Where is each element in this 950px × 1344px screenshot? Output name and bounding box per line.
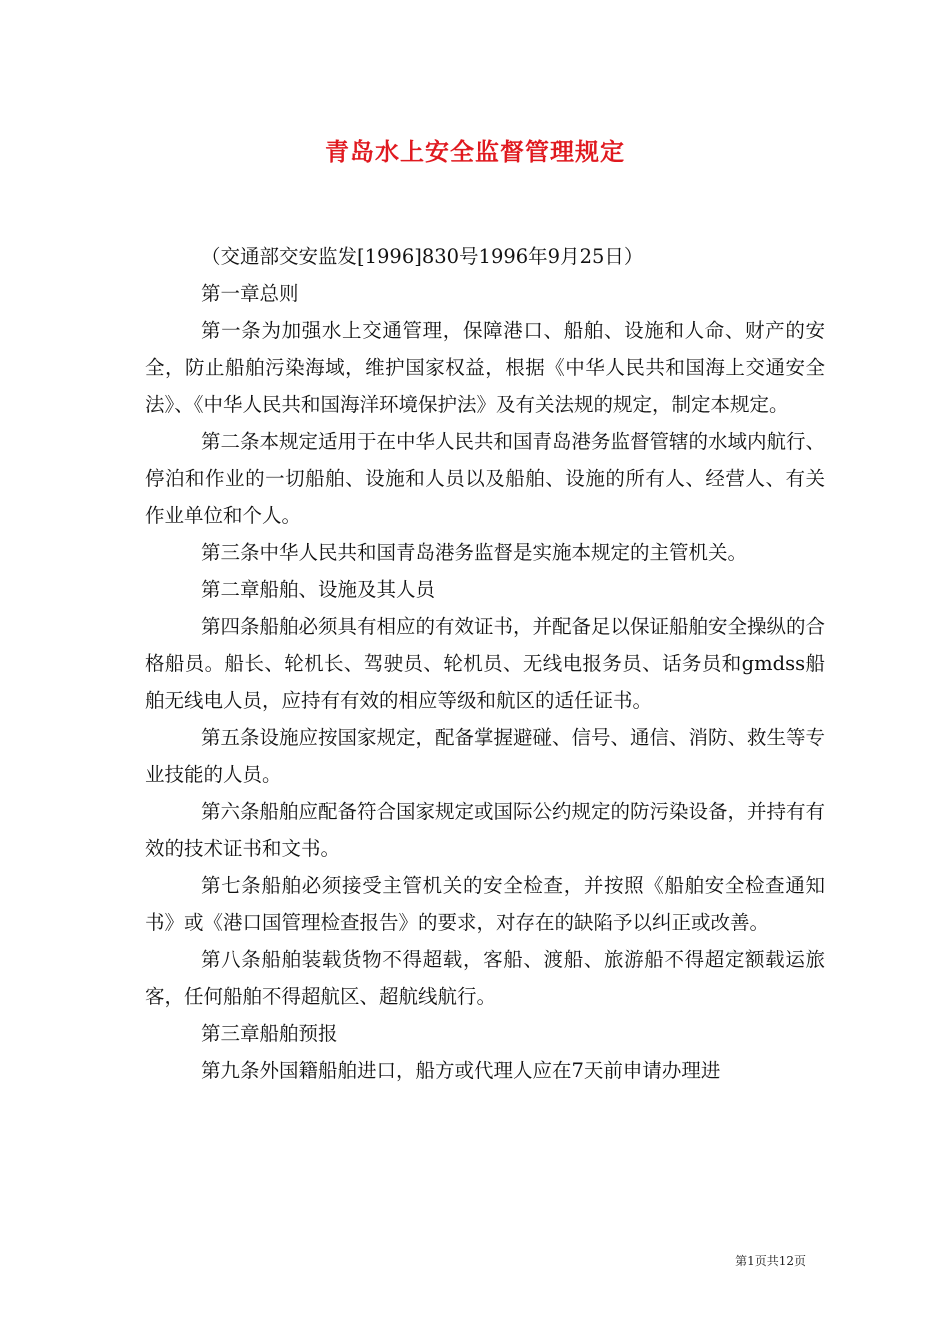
article-paragraph: 第三条中华人民共和国青岛港务监督是实施本规定的主管机关。 bbox=[201, 541, 748, 564]
article-paragraph: 第四条船舶必须具有相应的有效证书，并配备足以保证船舶安全操纵的合格船员。船长、轮机长、驾驶员、轮机员、无线电报务员、话务员和gmdss船舶无线电人员，应持有有效的相应等级和航区的适任证书。 bbox=[145, 615, 826, 712]
article-paragraph: 第六条船舶应配备符合国家规定或国际公约规定的防污染设备，并持有有效的技术证书和文书。 bbox=[145, 800, 826, 860]
issuance-note: （交通部交安监发[1996]830号1996年9月25日） bbox=[201, 245, 644, 268]
document-title: 青岛水上安全监督管理规定 bbox=[325, 137, 625, 166]
article-paragraph: 第一条为加强水上交通管理，保障港口、船舶、设施和人命、财产的安全，防止船舶污染海域，维护国家权益，根据《中华人民共和国海上交通安全法》、《中华人民共和国海洋环境保护法》及有关法规的规定，制定本规定。 bbox=[145, 319, 825, 416]
chapter-heading: 第三章船舶预报 bbox=[201, 1022, 338, 1045]
article-paragraph: 第九条外国籍船舶进口，船方或代理人应在7天前申请办理进 bbox=[201, 1059, 721, 1082]
chapter-heading: 第一章总则 bbox=[201, 282, 299, 305]
page-number-footer: 第1页共12页 bbox=[735, 1254, 806, 1268]
article-paragraph: 第二条本规定适用于在中华人民共和国青岛港务监督管辖的水域内航行、停泊和作业的一切船舶、设施和人员以及船舶、设施的所有人、经营人、有关作业单位和个人。 bbox=[145, 430, 826, 527]
article-paragraph: 第五条设施应按国家规定，配备掌握避碰、信号、通信、消防、救生等专业技能的人员。 bbox=[145, 726, 826, 786]
article-paragraph: 第八条船舶装载货物不得超载，客船、渡船、旅游船不得超定额载运旅客，任何船舶不得超航区、超航线航行。 bbox=[145, 948, 825, 1008]
document-body bbox=[145, 238, 825, 1089]
article-paragraph: 第七条船舶必须接受主管机关的安全检查，并按照《船舶安全检查通知书》或《港口国管理检查报告》的要求，对存在的缺陷予以纠正或改善。 bbox=[145, 874, 825, 934]
chapter-heading: 第二章船舶、设施及其人员 bbox=[201, 578, 436, 601]
